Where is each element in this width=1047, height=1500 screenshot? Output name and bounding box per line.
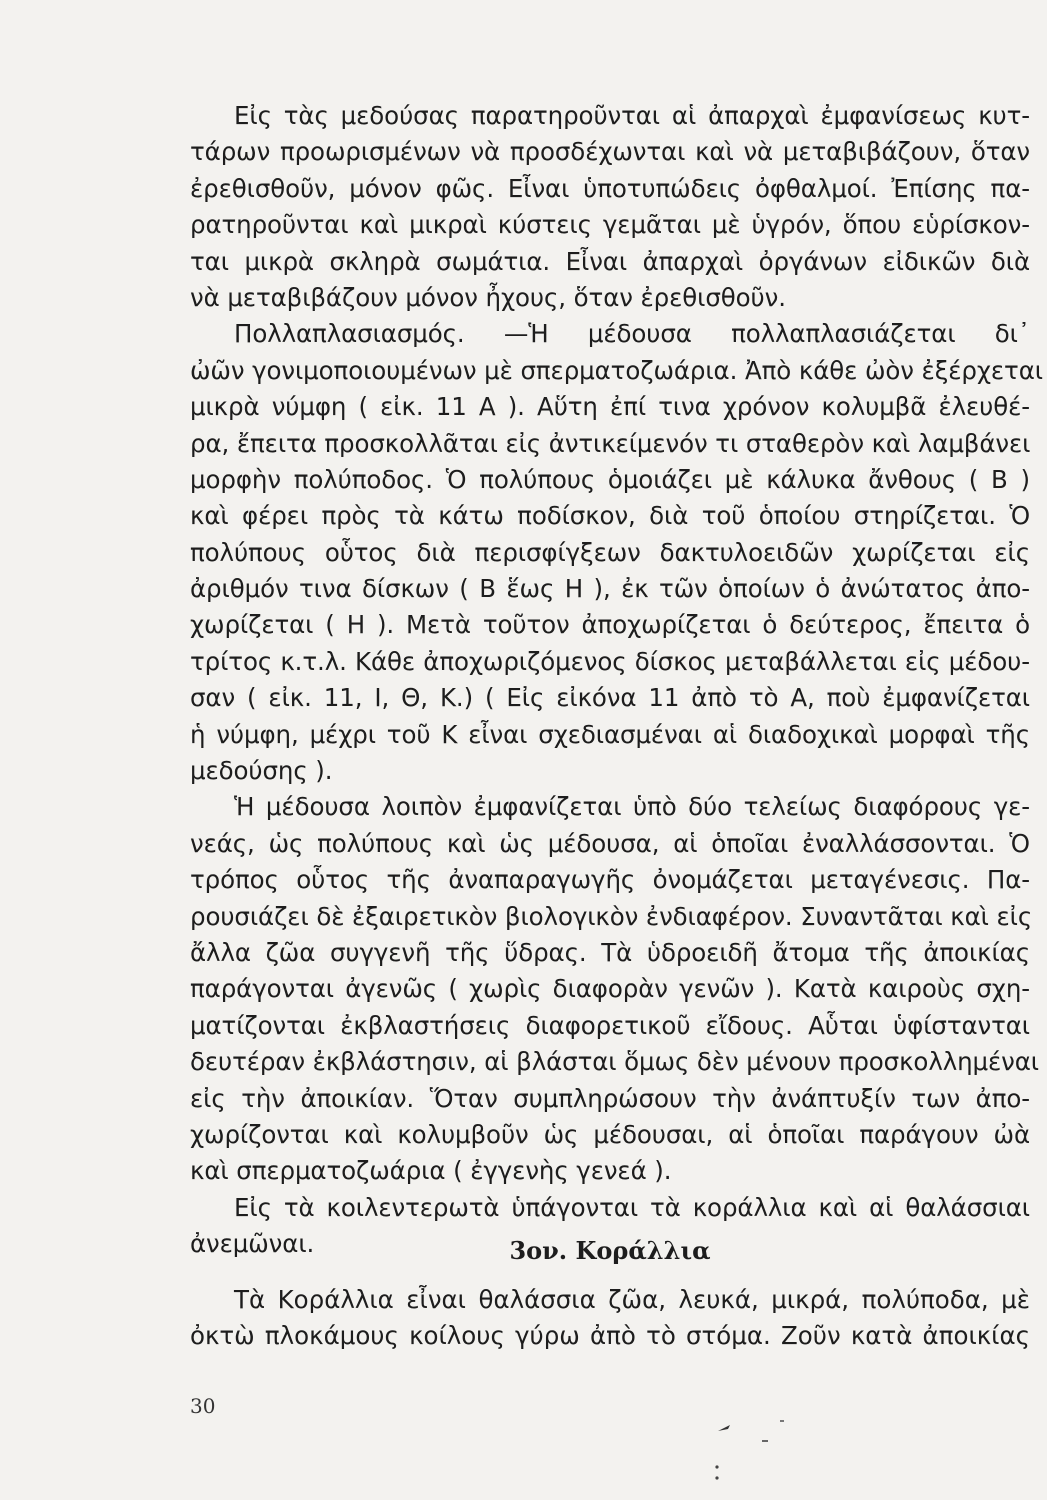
text-line: ὠῶν γονιμοποιουμένων μὲ σπερματοζωάρια. Ἀπὸ κάθε ὠὸν ἐξέρχεται: [190, 355, 1043, 385]
ink-speck: [718, 1425, 730, 1431]
text-line: μεδούσης ).: [190, 756, 333, 786]
text-line: χωρίζονται καὶ κολυμβοῦν ὡς μέδουσαι, αἱ ὁποῖαι παράγουν ὠὰ: [190, 1119, 1030, 1149]
text-line: τάρων προωρισμένων νὰ προσδέχωνται καὶ νὰ μεταβιβάζουν, ὅταν: [190, 137, 1030, 167]
text-line: ρουσιάζει δὲ ἐξαιρετικὸν βιολογικὸν ἐνδιαφέρον. Συναντᾶται καὶ εἰς: [190, 901, 1033, 931]
text-line: Εἰς τὰς μεδούσας παρατηροῦνται αἱ ἀπαρχαὶ ἐμφανίσεως κυτ-: [234, 101, 1030, 130]
text-line: ρατηροῦνται καὶ μικραὶ κύστεις γεμᾶται μὲ ὑγρόν, ὅπου εὑρίσκον-: [190, 210, 1030, 240]
ink-speck: [715, 1465, 718, 1468]
text-line: παράγονται ἀγενῶς ( χωρὶς διαφορὰν γενῶν ). Κατὰ καιροὺς σχη-: [190, 974, 1030, 1004]
text-line: ἀνεμῶναι.: [190, 1229, 315, 1259]
text-line: σαν ( εἰκ. 11, Ι, Θ, Κ.) ( Εἰς εἰκόνα 11 ἀπὸ τὸ Α, ποὺ ἐμφανίζεται: [190, 683, 1030, 713]
text-line: καὶ σπερματοζωάρια ( ἐγγενὴς γενεά ).: [190, 1156, 672, 1186]
text-line: ἄλλα ζῶα συγγενῆ τῆς ὕδρας. Τὰ ὑδροειδῆ ἄτομα τῆς ἀποικίας: [190, 937, 1030, 967]
text-line: ματίζονται ἐκβλαστήσεις διαφορετικοῦ εἴδους. Αὗται ὑφίστανται: [190, 1010, 1030, 1040]
text-line: ἡ νύμφη, μέχρι τοῦ Κ εἶναι σχεδιασμέναι αἱ διαδοχικαὶ μορφαὶ τῆς: [190, 719, 1030, 749]
section-heading: 3ον. Κοράλλια: [509, 1236, 711, 1265]
text-line: πολύπους οὗτος διὰ περισφίγξεων δακτυλοειδῶν χωρίζεται εἰς: [190, 537, 1030, 567]
text-line: μορφὴν πολύποδος. Ὁ πολύπους ὁμοιάζει μὲ κάλυκα ἄνθους ( Β ): [190, 464, 1030, 494]
text-line: ρα, ἔπειτα προσκολλᾶται εἰς ἀντικείμενόν τι σταθερὸν καὶ λαμβάνει: [190, 428, 1031, 458]
ink-speck: [780, 1420, 784, 1422]
text-line: καὶ φέρει πρὸς τὰ κάτω ποδίσκον, διὰ τοῦ ὁποίου στηρίζεται. Ὁ: [190, 501, 1030, 531]
ink-speck: [715, 1476, 718, 1479]
page-number: 30: [190, 1394, 216, 1418]
text-line: Τὰ Κοράλλια εἶναι θαλάσσια ζῶα, λευκά, μικρά, πολύποδα, μὲ: [234, 1285, 1030, 1314]
text-line: τρόπος οὗτος τῆς ἀναπαραγωγῆς ὀνομάζεται μεταγένεσις. Πα-: [190, 865, 1030, 895]
text-line: νὰ μεταβιβάζουν μόνον ἦχους, ὅταν ἐρεθισθοῦν.: [190, 282, 786, 312]
text-line: Εἰς τὰ κοιλεντερωτὰ ὑπάγονται τὰ κοράλλια καὶ αἱ θαλάσσιαι: [234, 1192, 1030, 1222]
text-line: τρίτος κ.τ.λ. Κάθε ἀποχωριζόμενος δίσκος μεταβάλλεται εἰς μέδου-: [190, 646, 1030, 676]
text-line: Πολλαπλασιασμός. —Ἡ μέδουσα πολλαπλασιάζεται δι᾽: [234, 319, 1030, 349]
text-line: νεάς, ὡς πολύπους καὶ ὡς μέδουσα, αἱ ὁποῖαι ἐναλλάσσονται. Ὁ: [190, 828, 1030, 858]
text-line: δευτέραν ἐκβλάστησιν, αἱ βλάσται ὅμως δὲν μένουν προσκολλημέναι: [190, 1047, 1039, 1077]
text-line: ἐρεθισθοῦν, μόνον φῶς. Εἶναι ὑποτυπώδεις ὀφθαλμοί. Ἐπίσης πα-: [190, 173, 1030, 203]
text-line: Ἡ μέδουσα λοιπὸν ἐμφανίζεται ὑπὸ δύο τελείως διαφόρους γε-: [234, 792, 1030, 822]
text-line: ὀκτὼ πλοκάμους κοίλους γύρω ἀπὸ τὸ στόμα. Ζοῦν κατὰ ἀποικίας: [190, 1321, 1030, 1351]
text-line: εἰς τὴν ἀποικίαν. Ὅταν συμπληρώσουν τὴν ἀνάπτυξίν των ἀπο-: [190, 1083, 1030, 1113]
text-line: χωρίζεται ( Η ). Μετὰ τοῦτον ἀποχωρίζεται ὁ δεύτερος, ἔπειτα ὁ: [190, 610, 1030, 640]
text-line: μικρὰ νύμφη ( εἰκ. 11 Α ). Αὕτη ἐπί τινα χρόνον κολυμβᾶ ἐλευθέ-: [190, 392, 1030, 422]
text-line: ἀριθμόν τινα δίσκων ( Β ἕως Η ), ἐκ τῶν ὁποίων ὁ ἀνώτατος ἀπο-: [190, 574, 1030, 604]
ink-speck: [762, 1440, 768, 1442]
text-line: ται μικρὰ σκληρὰ σωμάτια. Εἶναι ἀπαρχαὶ ὀργάνων εἰδικῶν διὰ: [190, 246, 1030, 276]
